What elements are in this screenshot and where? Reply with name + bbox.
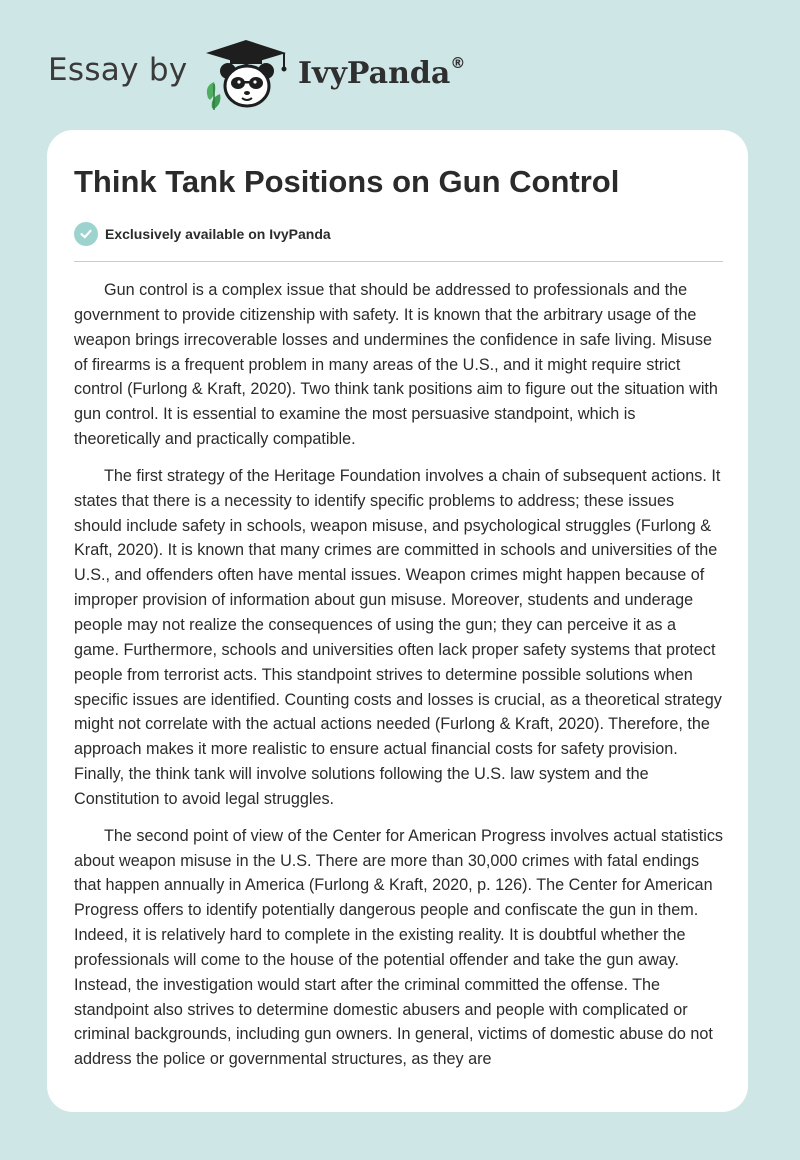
registered-mark: ® (450, 54, 466, 72)
essay-card (47, 130, 748, 1112)
essay-by-label: Essay by (48, 52, 188, 88)
essay-title: Think Tank Positions on Gun Control (74, 164, 620, 199)
brand-text: IvyPanda (298, 56, 451, 91)
essay-paragraph-3: The second point of view of the Center for American Progress involves actual statistics about weapon misuse in the U.S. There are more than 30,000 crimes with fatal endings that happen annually in America (Furlong & Kraft, 2020, p. 126). The Center for American Progress offers to identify potentially dangerous people and confiscate the gun in them. Indeed, it is relatively hard to complete in the existing reality. It is doubtful whether the professionals will come to the house of the potential offender and take the gun away. Instead, the investigation would start after the criminal committed the offense. The standpoint also strives to determine domestic abusers and people with complicated or criminal backgrounds, including gun owners. In general, victims of domestic abuse do not address the police or governmental structures, as they are (74, 826, 724, 1069)
essay-paragraph-2: The first strategy of the Heritage Foundation involves a chain of subsequent actions. It states that there is a necessity to identify specific problems to address; these issues should include safety in schools, weapon misuse, and psychological struggles (Furlong & Kraft, 2020). It is known that many crimes are committed in schools and universities of the U.S., and offenders often have mental issues. Weapon crimes might happen because of improper provision of information about gun misuse. Moreover, students and underage people may not realize the consequences of using the gun; they can perceive it as a game. Furthermore, schools and universities often lack proper safety systems that protect people from terrorist acts. This standpoint strives to determine possible solutions when specific issues are identified. Counting costs and losses is crucial, as a theoretical strategy might not correlate with the actual actions needed (Furlong & Kraft, 2020). Therefore, the approach makes it more realistic to ensure actual financial costs for safety provision. Finally, the think tank will involve solutions following the U.S. law system and the Constitution to avoid legal struggles. (74, 466, 722, 808)
essay-body (74, 278, 724, 1084)
check-circle-icon (74, 222, 98, 246)
title-divider (74, 261, 723, 262)
site-header (0, 0, 800, 130)
essay-paragraph-1: Gun control is a complex issue that should be addressed to professionals and the government to provide citizenship with safety. It is known that the arbitrary usage of the weapon brings irrecoverable losses and undermines the confidence in safe living. Misuse of firearms is a frequent problem in many areas of the U.S., and it might require strict control (Furlong & Kraft, 2020). Two think tank positions aim to figure out the situation with gun control. It is essential to examine the most persuasive standpoint, which is theoretically and practically compatible. (74, 281, 718, 449)
exclusive-label: Exclusively available on IvyPanda (105, 226, 331, 242)
exclusive-badge (74, 222, 331, 246)
panda-graduate-logo-icon[interactable] (200, 38, 294, 110)
brand-name[interactable] (298, 56, 465, 91)
